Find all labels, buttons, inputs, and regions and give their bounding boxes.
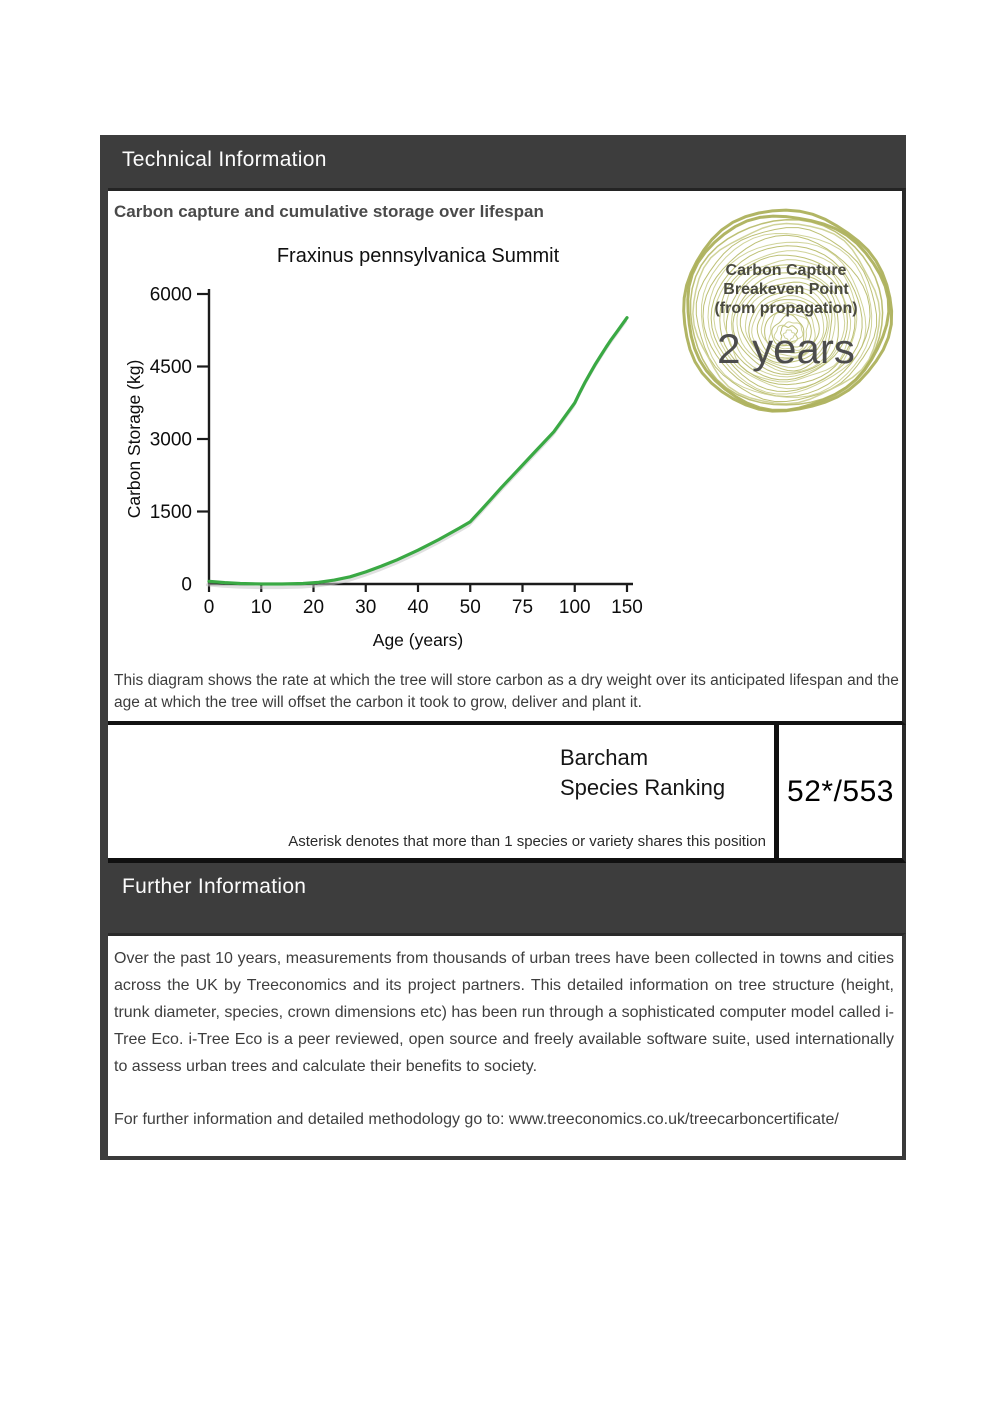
svg-text:20: 20 [302,597,325,618]
svg-text:75: 75 [511,597,534,618]
breakeven-value: 2 years [717,324,855,372]
badge-line-3: (from propagation) [714,299,858,317]
svg-text:Age (years): Age (years) [372,630,464,650]
chart-title: Fraxinus pennsylvanica Summit [276,245,560,267]
svg-text:6000: 6000 [149,284,192,306]
svg-text:3000: 3000 [149,429,192,451]
badge-line-2: Breakeven Point [723,280,849,298]
certificate-document [100,135,906,1160]
species-ranking-section [108,725,906,863]
ranking-footnote: Asterisk denotes that more than 1 species or variety shares this position [288,833,766,850]
svg-text:150: 150 [611,597,643,618]
link-prefix: For further information and detailed methodology go to: [114,1111,509,1128]
svg-text:4500: 4500 [149,357,192,378]
svg-text:40: 40 [407,597,429,618]
chart-description: This diagram shows the rate at which the tree will store carbon as a dry weight over its anticipated lifespan and the age at which the tree will offset the carbon it took to grow, deliver and plant it. [114,672,899,711]
ranking-label-line1: Barcham [560,745,649,770]
svg-text:10: 10 [250,597,272,618]
further-link-line [114,1106,894,1133]
further-information-header [108,863,906,933]
breakeven-badge-text [674,199,898,423]
svg-text:0: 0 [181,574,192,596]
line-chart-canvas [114,279,654,659]
ranking-value: 52*/553 [787,774,894,808]
technical-information-title: Technical Information [122,148,327,171]
further-information-section [108,933,906,1160]
ranking-label-cell [108,725,774,858]
further-information-title: Further Information [122,875,307,898]
breakeven-badge [674,199,898,423]
further-paragraph: Over the past 10 years, measurements from thousands of urban trees have been collected in towns and cities across the UK by Treeconomics and its project partners. This detailed information on tree structure (height, trunk diameter, species, crown dimensions etc) has been run through a sophisticated computer model called i-Tree Eco. i-Tree Eco is a peer reviewed, open source and freely available software suite, used internationally to assess urban trees and calculate their benefits to society. [114,950,894,1075]
svg-text:50: 50 [459,597,481,618]
carbon-storage-chart [114,279,654,659]
svg-text:100: 100 [558,597,591,618]
svg-text:Carbon Storage (kg): Carbon Storage (kg) [124,359,144,519]
svg-text:30: 30 [355,597,377,618]
svg-text:0: 0 [203,597,215,618]
section-heading: Carbon capture and cumulative storage over lifespan [114,202,544,221]
carbon-capture-section [108,188,906,725]
technical-information-header [108,135,906,188]
methodology-link[interactable]: www.treeconomics.co.uk/treecarboncertificate/ [508,1111,839,1128]
ranking-value-cell [774,725,902,858]
ranking-label [560,743,725,803]
svg-text:1500: 1500 [149,502,192,523]
ranking-label-line2: Species Ranking [560,775,726,800]
badge-line-1: Carbon Capture [725,261,847,279]
